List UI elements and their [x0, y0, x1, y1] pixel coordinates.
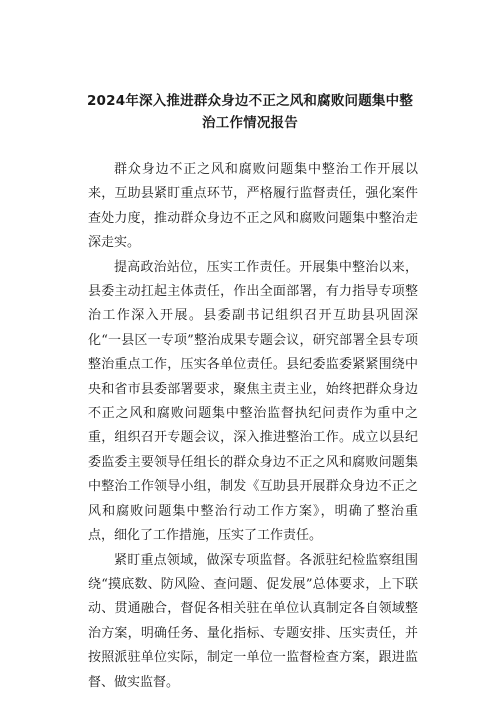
body-paragraph-3: 紧盯重点领域，做深专项监督。各派驻纪检监察组围绕“摸底数、防风险、查问题、促发展”总体要求，上下联动、贯通融合，督促各相关驻在单位认真制定各自领域整治方案，明确任务、量化指标、专题安排、压实责任，并按照派驻单位实际，制定一单位一监督检查方案，跟进监督、做实监督。: [88, 552, 418, 690]
body-paragraph-1: 群众身边不正之风和腐败问题集中整治工作开展以来，互助县紧盯重点环节，严格履行监督责任，强化案件查处力度，推动群众身边不正之风和腐败问题集中整治走深走实。: [88, 162, 418, 251]
document-title-line-2: 治工作情况报告: [202, 115, 298, 131]
document-body: [88, 158, 418, 695]
document-title-line-1: 2024年深入推进群众身边不正之风和腐败问题集中整: [86, 93, 414, 109]
body-paragraph-2: 提高政治站位，压实工作责任。开展集中整治以来，县委主动扛起主体责任，作出全面部署，有力指导专项整治工作深入开展。县委副书记组织召开互助县巩固深化“一县区一专项”整治成果专题会议，研究部署全县专项整治重点工作，压实各单位责任。县纪委监委紧紧围绕中央和省市县委部署要求，聚焦主责主业，始终把群众身边不正之风和腐败问题集中整治监督执纪问责作为重中之重，组织召开专题会议，深入推进整治工作。成立以县纪委监委主要领导任组长的群众身边不正之风和腐败问题集中整治工作领导小组，制发《互助县开展群众身边不正之风和腐败问题集中整治行动工作方案》，明确了整治重点，细化了工作措施，压实了工作责任。: [88, 259, 418, 544]
